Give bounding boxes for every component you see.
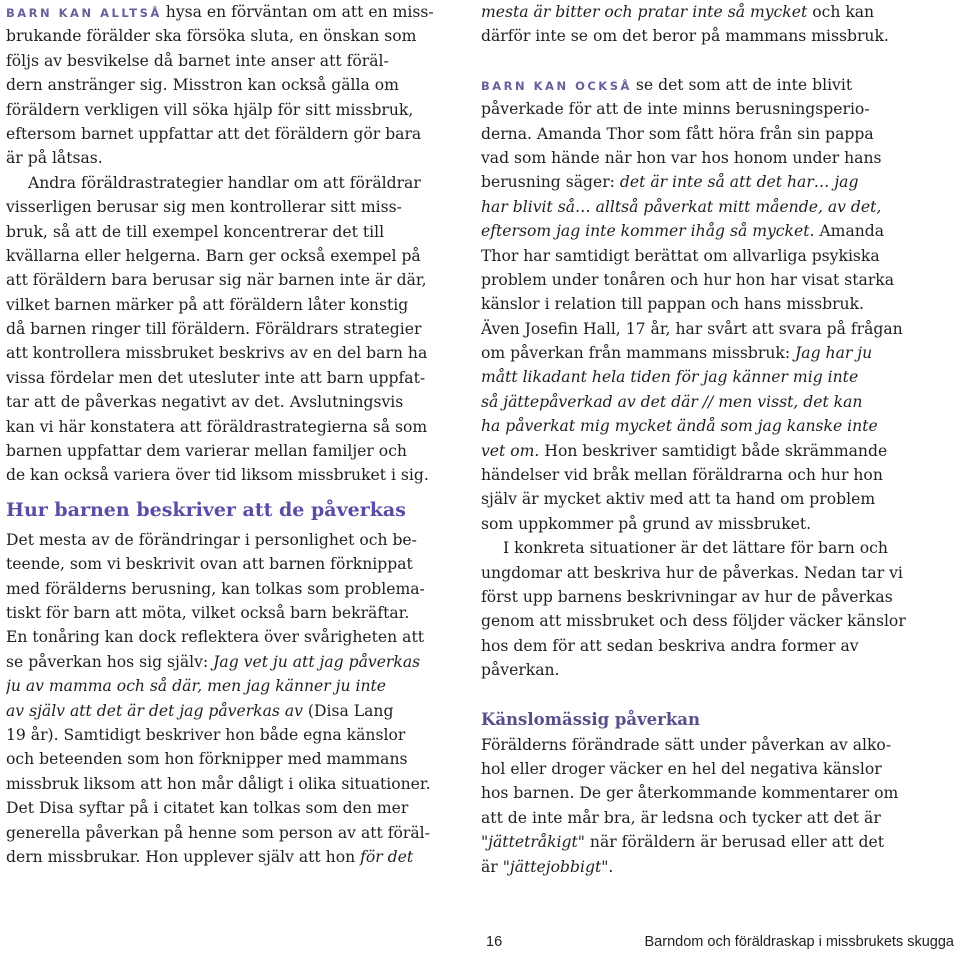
paragraph-line: Andra föräldrastrategier handlar om att föräldrar — [28, 173, 421, 192]
quote-text: vet om. — [481, 441, 540, 460]
paragraph-line: eftersom barnet uppfattar att det föräldern gör bara — [6, 124, 422, 143]
quote-text: har blivit så… alltså påverkat mitt mående, av det, — [481, 197, 882, 216]
quote-text: "jättetråkigt" — [481, 833, 585, 852]
quote-text: det är inte så att det har… jag — [619, 173, 859, 192]
paragraph-line: som uppkommer på grund av missbruket. — [481, 514, 812, 533]
paragraph-line: hos barnen. De ger återkommande kommentarer om — [481, 784, 899, 803]
paragraph-line: att de inte mår bra, är ledsna och tycker att det är — [481, 808, 881, 827]
paragraph-line: brukande förälder ska försöka sluta, en önskan som — [6, 27, 417, 46]
paragraph-line: problem under tonåren och hur hon har visat starka — [481, 270, 895, 289]
paragraph-line: kan vi här konstatera att föräldrastrategierna så som — [6, 417, 428, 436]
paragraph-line: Det Disa syftar på i citatet kan tolkas som den mer — [6, 799, 409, 818]
paragraph-line: generella påverkan på henne som person av att föräl- — [6, 823, 430, 842]
page-number: 16 — [486, 934, 503, 950]
left-column — [6, 0, 446, 869]
paragraph-line — [481, 195, 923, 219]
paragraph-line: först upp barnens beskrivningar av hur de påverkas — [481, 587, 893, 606]
paragraph-line: föräldern verkligen vill söka hjälp för sitt missbruk, — [6, 100, 414, 119]
quote-text: Jag vet ju att jag påverkas — [213, 652, 421, 671]
quote-text: "jättejobbigt" — [502, 857, 609, 876]
paragraph-line: att kontrollera missbruket beskrivs av en del barn ha — [6, 344, 428, 363]
paragraph-line: "jättetråkigt" när föräldern är berusad eller att det — [481, 833, 884, 852]
paragraph-line: med förälderns berusning, kan tolkas som problema- — [6, 579, 425, 598]
paragraph-line — [481, 365, 923, 389]
paragraph-line: Förälderns förändrade sätt under påverkan av alko- — [481, 735, 892, 754]
paragraph-line: vad som hände när hon var hos honom under hans — [481, 148, 882, 167]
paragraph-line: följs av besvikelse då barnet inte anser att föräl- — [6, 51, 389, 70]
paragraph-line: därför inte se om det beror på mammans missbruk. — [481, 27, 889, 46]
paragraph-line: Det mesta av de förändringar i personlighet och be- — [6, 530, 417, 549]
paragraph-line: hol eller droger väcker en hel del negativa känslor — [481, 759, 882, 778]
quote-text: mesta är bitter och pratar inte så mycket — [481, 3, 808, 21]
paragraph-line: visserligen berusar sig men kontrollerar sitt miss- — [6, 198, 402, 217]
paragraph-line: 19 år). Samtidigt beskriver hon både egna känslor — [6, 725, 406, 744]
paragraph-line: och beteenden som hon förknipper med mammans — [6, 750, 408, 769]
paragraph-line: tar att de påverkas negativt av det. Avslutningsvis — [6, 393, 404, 412]
paragraph-line: vissa fördelar men det utesluter inte att barn uppfat- — [6, 368, 426, 387]
paragraph-line: genom att missbruket och dess följder väcker känslor — [481, 612, 906, 631]
paragraph-line: tiskt för barn att möta, vilket också barn bekräftar. — [6, 603, 410, 622]
paragraph-line: berusning säger: det är inte så att det har… jag — [481, 173, 859, 192]
quote-text: av själv att det är det jag påverkas av — [6, 701, 303, 720]
paragraph-line: barnen uppfattar dem varierar mellan familjer och — [6, 442, 407, 461]
paragraph-line: Även Josefin Hall, 17 år, har svårt att svara på frågan — [481, 319, 903, 338]
paragraph-line: ungdomar att beskriva hur de påverkas. Nedan tar vi — [481, 563, 903, 582]
paragraph-line — [481, 390, 923, 414]
paragraph-line: de kan också variera över tid liksom missbruket i sig. — [6, 466, 429, 485]
paragraph-line: själv är mycket aktiv med att ta hand om problem — [481, 490, 876, 509]
paragraph-line: är på låtsas. — [6, 149, 103, 168]
running-title: Barndom och föräldraskap i missbrukets skugga — [644, 934, 954, 950]
paragraph-line — [481, 414, 923, 438]
quote-text: för det — [360, 847, 414, 866]
small-caps-lead: BARN KAN OCKSÅ — [481, 78, 632, 93]
paragraph-line: hos dem för att sedan beskriva andra former av — [481, 636, 859, 655]
quote-text: ju av mamma och så där, men jag känner ju inte — [6, 677, 387, 696]
quote-text: mått likadant hela tiden för jag känner mig inte — [481, 368, 859, 387]
right-column — [481, 0, 923, 879]
paragraph-line: Thor har samtidigt berättat om allvarliga psykiska — [481, 246, 880, 265]
paragraph-line: bruk, så att de till exempel koncentrerar det till — [6, 222, 385, 241]
small-caps-lead: BARN KAN ALLTSÅ — [6, 6, 162, 20]
paragraph-line: eftersom jag inte kommer ihåg så mycket. Amanda — [481, 222, 885, 241]
paragraph-line: händelser vid bråk mellan föräldrarna och hur hon — [481, 466, 883, 485]
paragraph-line: dern anstränger sig. Misstron kan också gälla om — [6, 76, 399, 95]
section-heading: Hur barnen beskriver att de påverkas — [6, 498, 406, 521]
paragraph-line: kvällarna eller helgerna. Barn ger också exempel på — [6, 246, 421, 265]
paragraph-line: då barnen ringer till föräldern. Föräldrars strategier — [6, 320, 422, 339]
paragraph-line: En tonåring kan dock reflektera över svårigheten att — [6, 628, 424, 647]
paragraph-line: I konkreta situationer är det lättare för barn och — [503, 539, 888, 558]
paragraph-line: dern missbrukar. Hon upplever själv att hon för det — [6, 847, 414, 866]
paragraph-line: av själv att det är det jag påverkas av (Disa Lang — [6, 701, 394, 720]
subsection-heading: Känslomässig påverkan — [481, 709, 700, 729]
quote-text: Jag har ju — [795, 344, 873, 363]
paragraph-line: derna. Amanda Thor som fått höra från sin pappa — [481, 124, 874, 143]
quote-text: så jättepåverkad av det där // men visst, det kan — [481, 392, 863, 411]
paragraph-line: mesta är bitter och pratar inte så mycket och kan — [481, 3, 875, 21]
paragraph-line — [6, 674, 446, 698]
paragraph-line: att föräldern bara berusar sig när barnen inte är där, — [6, 271, 427, 290]
paragraph-line: BARN KAN ALLTSÅ hysa en förväntan om att en miss- — [6, 3, 434, 21]
paragraph-line: vilket barnen märker på att föräldern låter konstig — [6, 295, 409, 314]
paragraph-line: påverkan. — [481, 661, 560, 680]
paragraph-line: missbruk liksom att hon mår dåligt i olika situationer. — [6, 774, 431, 793]
paragraph-line: vet om. Hon beskriver samtidigt både skrämmande — [481, 441, 888, 460]
paragraph-line: teende, som vi beskrivit ovan att barnen förknippat — [6, 555, 413, 574]
quote-text: eftersom jag inte kommer ihåg så mycket. — [481, 222, 815, 241]
paragraph-line: om påverkan från mammans missbruk: Jag har ju — [481, 344, 873, 363]
paragraph-line: är "jättejobbigt". — [481, 857, 614, 876]
paragraph-line: känslor i relation till pappan och hans missbruk. — [481, 295, 864, 314]
paragraph-line: BARN KAN OCKSÅ se det som att de inte blivit — [481, 75, 853, 94]
quote-text: ha påverkat mig mycket ändå som jag kanske inte — [481, 417, 878, 436]
paragraph-line: påverkade för att de inte minns berusningsperio- — [481, 100, 870, 119]
paragraph-line: se påverkan hos sig själv: Jag vet ju att jag påverkas — [6, 652, 421, 671]
